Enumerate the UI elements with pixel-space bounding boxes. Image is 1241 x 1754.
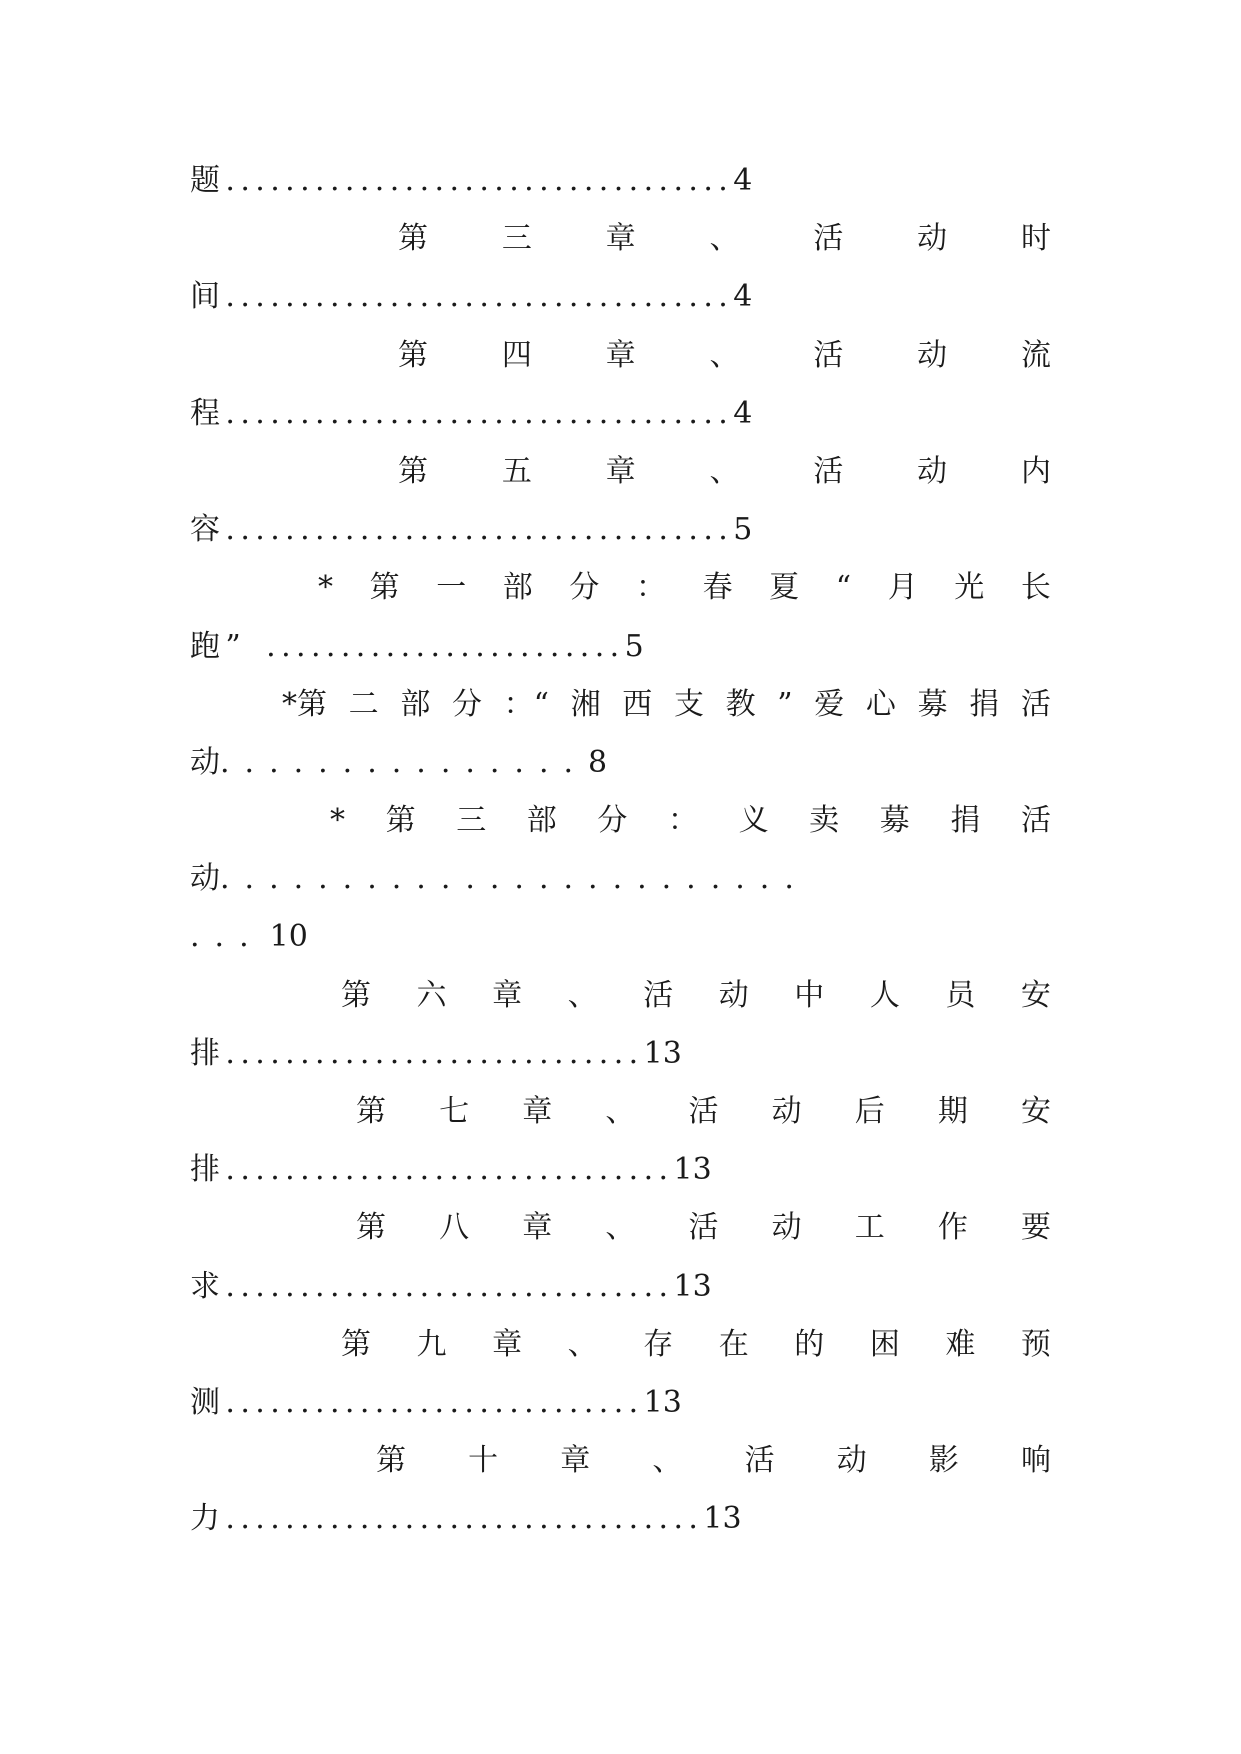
toc-char: 募 xyxy=(917,686,948,722)
toc-char: 在 xyxy=(718,1326,749,1362)
toc-char: 捐 xyxy=(969,686,1000,722)
toc-page-number: 5 xyxy=(624,628,644,664)
toc-char: 三 xyxy=(456,803,487,839)
toc-char: 程 xyxy=(190,395,226,431)
toc-leader-dots: .............................. xyxy=(225,1268,674,1304)
toc-char: 间 xyxy=(190,279,226,315)
toc-char: 心 xyxy=(865,686,896,722)
toc-entry-ch8 xyxy=(190,1199,1051,1257)
toc-char: 活 xyxy=(1020,686,1051,722)
toc-char: “ xyxy=(835,570,852,606)
toc-char: 活 xyxy=(813,221,844,257)
toc-char: 支 xyxy=(673,686,704,722)
toc-entry-ch3 xyxy=(190,210,1051,268)
toc-char: 活 xyxy=(813,453,844,489)
toc-char: 活 xyxy=(688,1210,719,1246)
toc-char: 章 xyxy=(522,1094,553,1129)
toc-entry-ch10 xyxy=(190,1432,1051,1490)
toc-char: *第 xyxy=(282,686,327,722)
toc-entry-part3-tail2 xyxy=(190,908,1051,966)
toc-char: 章 xyxy=(492,1326,523,1362)
toc-char: 影 xyxy=(928,1443,959,1479)
toc-char: 光 xyxy=(954,570,985,606)
toc-char: 分 xyxy=(597,803,628,839)
toc-char: 义 xyxy=(738,803,769,839)
toc-char: 第 xyxy=(398,337,428,373)
toc-char: 第 xyxy=(356,1094,386,1129)
toc-page-number: 4 xyxy=(733,279,753,315)
toc-char: 、 xyxy=(652,1443,683,1479)
toc-char: 动 xyxy=(771,1210,802,1246)
toc-leader-dots: ............... xyxy=(220,744,589,780)
toc-char: 二 xyxy=(348,686,379,722)
toc-char: 后 xyxy=(854,1094,885,1129)
toc-char: 排 xyxy=(190,1035,226,1071)
toc-char: 长 xyxy=(1020,570,1051,606)
toc-char: 动 xyxy=(836,1443,867,1479)
toc-page-number: 10 xyxy=(269,919,308,955)
toc-leader-dots: .................................. xyxy=(225,395,734,431)
toc-char: * xyxy=(330,803,345,839)
toc-char: 安 xyxy=(1020,977,1051,1013)
toc-entry-ch3-tail xyxy=(190,268,1051,326)
toc-char: 五 xyxy=(501,453,532,489)
toc-char: 七 xyxy=(439,1094,470,1129)
toc-char: 安 xyxy=(1021,1094,1051,1129)
toc-char: 部 xyxy=(400,686,431,722)
toc-char: ：“ xyxy=(503,686,549,722)
toc-char: 时 xyxy=(1020,221,1051,257)
toc-page-number: 13 xyxy=(703,1501,742,1537)
toc-char: 期 xyxy=(937,1094,968,1129)
toc-entry-ch8-tail xyxy=(190,1258,1051,1316)
toc-char: 活 xyxy=(813,337,844,373)
toc-leader-dots: .................................. xyxy=(225,279,734,315)
toc-leader-dots: ........................ xyxy=(220,861,809,897)
toc-leader-dots: ................................ xyxy=(225,1501,704,1537)
toc-char: 跑” xyxy=(190,628,247,664)
toc-char: 题 xyxy=(190,163,226,198)
toc-char: 十 xyxy=(468,1443,499,1479)
toc-char: 要 xyxy=(1021,1210,1051,1246)
toc-leader-dots: ... xyxy=(190,919,264,955)
toc-char: 动 xyxy=(718,977,749,1013)
toc-entry-ch5 xyxy=(190,443,1051,501)
toc-char: ： xyxy=(667,803,698,839)
toc-page-number: 4 xyxy=(733,395,753,431)
toc-char: 第 xyxy=(369,570,400,606)
toc-row-topic xyxy=(190,152,1051,210)
toc-char: 章 xyxy=(605,221,636,257)
toc-char: 困 xyxy=(869,1326,900,1362)
toc-char: 教 xyxy=(725,686,756,722)
toc-char: 募 xyxy=(879,803,910,839)
toc-char: 第 xyxy=(398,221,428,257)
toc-entry-ch7 xyxy=(190,1083,1051,1141)
toc-char: 内 xyxy=(1020,453,1051,489)
toc-entry-ch7-tail xyxy=(190,1141,1051,1199)
toc-char: 员 xyxy=(945,977,976,1013)
toc-char: 排 xyxy=(190,1152,226,1188)
toc-char: 九 xyxy=(416,1326,447,1362)
toc-char: ” xyxy=(777,686,793,722)
toc-char: 章 xyxy=(605,453,636,489)
toc-entry-part1-tail xyxy=(190,618,1051,676)
toc-char: 、 xyxy=(605,1094,636,1129)
toc-char: 动 xyxy=(917,221,948,257)
toc-char: 活 xyxy=(688,1094,719,1129)
toc-char: 工 xyxy=(854,1210,885,1246)
toc-entry-part3 xyxy=(190,792,1051,850)
toc-char: 、 xyxy=(605,1210,636,1246)
toc-leader-dots: .............................. xyxy=(225,1152,674,1188)
toc-char: 一 xyxy=(436,570,467,606)
toc-char: 活 xyxy=(1020,803,1051,839)
toc-char: 部 xyxy=(526,803,557,839)
toc-char: 捐 xyxy=(950,803,981,839)
toc-page-number: 13 xyxy=(673,1268,712,1304)
toc-char: 预 xyxy=(1020,1326,1051,1362)
toc-char: 存 xyxy=(643,1326,674,1362)
toc-entry-ch4 xyxy=(190,327,1051,385)
toc-char: 活 xyxy=(643,977,674,1013)
toc-char: 夏 xyxy=(769,570,800,606)
toc-char: 活 xyxy=(744,1443,775,1479)
toc-char: 第 xyxy=(398,453,428,489)
toc-char: 部 xyxy=(502,570,533,606)
toc-entry-ch4-tail xyxy=(190,385,1051,443)
toc-entry-ch5-tail xyxy=(190,501,1051,559)
toc-entry-ch6-tail xyxy=(190,1025,1051,1083)
toc-char: 湘 xyxy=(570,686,601,722)
toc-char: 八 xyxy=(439,1210,470,1246)
toc-char: 作 xyxy=(937,1210,968,1246)
toc-entry-part2-tail xyxy=(190,734,1051,792)
toc-char: 难 xyxy=(945,1326,976,1362)
toc-leader-dots: ........................ xyxy=(266,628,625,664)
toc-char: 动 xyxy=(917,453,948,489)
toc-char: 第 xyxy=(341,977,371,1013)
toc-char: * xyxy=(318,570,333,606)
toc-char: 分 xyxy=(569,570,600,606)
toc-char: 流 xyxy=(1020,337,1051,373)
toc-page-number: 13 xyxy=(643,1035,682,1071)
toc-char: ： xyxy=(635,570,666,606)
toc-entry-ch9-tail xyxy=(190,1374,1051,1432)
toc-leader-dots: ............................ xyxy=(225,1035,644,1071)
toc-char: 第 xyxy=(376,1443,406,1479)
table-of-contents xyxy=(190,152,1051,1549)
toc-page-number: 5 xyxy=(733,512,753,548)
toc-entry-part3-tail xyxy=(190,850,1051,908)
toc-char: 第 xyxy=(385,803,416,839)
toc-char: 响 xyxy=(1020,1443,1051,1479)
toc-char: 、 xyxy=(709,337,740,373)
toc-char: 容 xyxy=(190,512,226,548)
toc-char: 测 xyxy=(190,1384,226,1420)
toc-page-number: 13 xyxy=(673,1152,712,1188)
toc-char: 动 xyxy=(190,744,220,780)
toc-char: 分 xyxy=(451,686,482,722)
toc-entry-ch6 xyxy=(190,967,1051,1025)
toc-char: 、 xyxy=(709,221,740,257)
toc-char: 、 xyxy=(567,977,598,1013)
toc-char: 春 xyxy=(702,570,733,606)
toc-leader-dots: .................................. xyxy=(225,163,734,198)
toc-char: 章 xyxy=(605,337,636,373)
toc-char: 求 xyxy=(190,1268,226,1304)
toc-char: 章 xyxy=(560,1443,591,1479)
toc-page-number: 13 xyxy=(643,1384,682,1420)
toc-char: 西 xyxy=(622,686,653,722)
toc-char: 、 xyxy=(567,1326,598,1362)
toc-char: 第 xyxy=(356,1210,386,1246)
toc-char: 的 xyxy=(794,1326,825,1362)
toc-char: 力 xyxy=(190,1501,226,1537)
toc-char: 六 xyxy=(416,977,447,1013)
toc-entry-ch10-tail xyxy=(190,1490,1051,1548)
toc-leader-dots: ............................ xyxy=(225,1384,644,1420)
toc-char: 人 xyxy=(869,977,900,1013)
toc-entry-ch9 xyxy=(190,1316,1051,1374)
toc-char: 中 xyxy=(794,977,825,1013)
toc-char: 章 xyxy=(492,977,523,1013)
toc-char: 四 xyxy=(501,337,532,373)
toc-page-number: 4 xyxy=(733,163,753,198)
toc-char: 、 xyxy=(709,453,740,489)
toc-char: 月 xyxy=(887,570,918,606)
toc-entry-part2 xyxy=(190,676,1051,734)
toc-leader-dots: .................................. xyxy=(225,512,734,548)
toc-char: 卖 xyxy=(809,803,840,839)
toc-char: 动 xyxy=(771,1094,802,1129)
toc-char: 章 xyxy=(522,1210,553,1246)
toc-entry-part1 xyxy=(190,559,1051,617)
toc-char: 第 xyxy=(341,1326,371,1362)
toc-char: 爱 xyxy=(814,686,845,722)
toc-page-number: 8 xyxy=(588,744,608,780)
toc-char: 三 xyxy=(501,221,532,257)
toc-char: 动 xyxy=(190,861,220,897)
toc-char: 动 xyxy=(917,337,948,373)
